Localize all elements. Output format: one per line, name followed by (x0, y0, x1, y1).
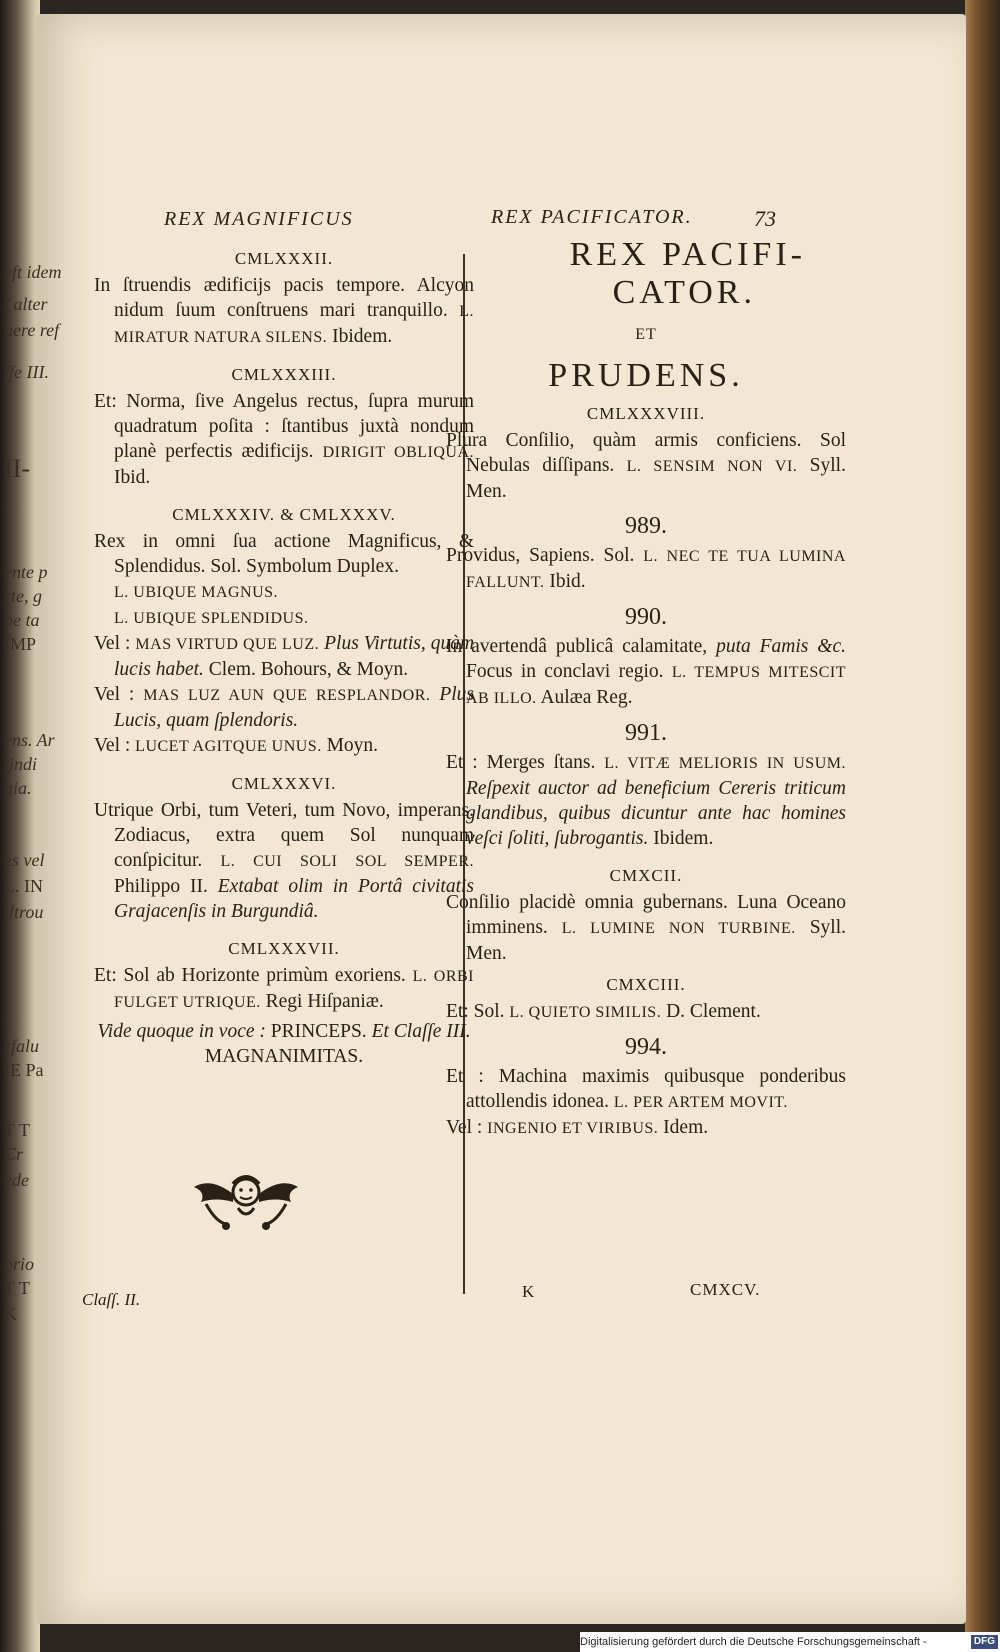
section-title-et: ET (635, 326, 657, 343)
entry-992: Conſilio placidè omnia gubernans. Luna Oceano imminens. L. LUMINE NON TURBINE. Syll. Men. (446, 892, 847, 964)
entry-984: Rex in omni ſua actione Magnificus, & Splendidus. Sol. Symbolum Duplex. L. UBIQUE MAGNUS. L. UBIQUE SPLENDIDUS. (94, 531, 474, 627)
entry-number: CMLXXXVII. (228, 939, 340, 958)
left-column (94, 240, 474, 1069)
margin-fragment: gia. (4, 778, 32, 798)
section-title-line3: PRUDENS. (548, 357, 744, 394)
entry-993: Et: Sol. L. QUIETO SIMILIS. D. Clement. (446, 1001, 761, 1022)
page-number: 73 (754, 206, 776, 231)
section-title-line1: REX PACIFI- (569, 236, 806, 273)
cross-reference: Vide quoque in voce : PRINCEPS. Et Claſſe III. MAGNANIMITAS. (97, 1021, 471, 1067)
entry-number: CMLXXXIV. & CMLXXXV. (172, 505, 396, 524)
entry-number: CMLXXXIII. (231, 365, 337, 384)
entry-983: Et: Norma, ſive Angelus rectus, ſupra murum quadratum poſita : ſtantibus juxtà nondum planè perfectis ædificijs. DIRIGIT OBLIQUA. Ibid. (94, 391, 474, 488)
margin-fragment: es vel (4, 850, 45, 870)
margin-fragment: II- (4, 454, 30, 483)
motto: L. UBIQUE SPLENDIDUS. (114, 610, 309, 627)
margin-fragment: t alter (4, 294, 48, 314)
entry-989: Providus, Sapiens. Sol. L. NEC TE TUA LUMINA FALLUNT. Ibid. (446, 545, 846, 592)
entry-number: CMXCII. (609, 866, 683, 885)
section-title-line2: CATOR. (612, 274, 756, 311)
entry-984-vel1: Vel : MAS VIRTUD QUE LUZ. Plus Virtutis, quàm lucis habet. Clem. Bohours, & Moyn. (94, 633, 475, 680)
margin-fragment: iltrou (4, 902, 44, 922)
entry-number: CMLXXXVIII. (586, 404, 706, 423)
entry-987: Et: Sol ab Horizonte primùm exoriens. L. ORBI FULGET UTRIQUE. Regi Hiſpaniæ. (94, 965, 474, 1012)
right-column (446, 236, 846, 1141)
entry-994: Et : Machina maximis quibusque ponderibus attollendis idonea. L. PER ARTEM MOVIT. (446, 1066, 846, 1112)
margin-fragment: IMP (4, 634, 37, 654)
entry-984-vel3: Vel : LUCET AGITQUE UNUS. Moyn. (94, 735, 379, 756)
entry-986: Utrique Orbi, tum Veteri, tum Novo, imperans. Zodiacus, extra quem Sol nunquam conſpicitur. L. CUI SOLI SOL SEMPER. Philippo II. Extabat olim in Portâ civitatis Grajacenſis in Burgundiâ. (94, 800, 475, 922)
right-page-edge (965, 0, 1000, 1652)
entry-982: In ſtruendis ædificijs pacis tempore. Alcyon nidum ſuum conſtruens mari tranquillo. L. MIRATUR NATURA SILENS. Ibidem. (94, 275, 475, 347)
signature-mark: K (522, 1282, 535, 1301)
dfg-logo: DFG (971, 1635, 998, 1649)
margin-fragment: rfalu (4, 1036, 40, 1056)
running-head-left: REX MAGNIFICUS (164, 208, 354, 230)
margin-fragment: K (4, 1304, 17, 1324)
margin-fragment: T T (4, 1278, 30, 1298)
entry-number: 994. (625, 1034, 667, 1060)
entry-990: In avertendâ publicâ calamitate, puta Famis &c. Focus in conclavi regio. L. TEMPUS MITESCIT AB ILLO. Aulæa Reg. (446, 636, 847, 708)
margin-fragment: orio (4, 1254, 35, 1274)
margin-fragments (2, 14, 62, 1624)
motto: L. PER ARTEM MOVIT. (613, 1094, 788, 1111)
margin-fragment: eft idem (4, 262, 62, 282)
motto: L. MIRATUR NATURA SILENS. (114, 303, 475, 346)
margin-fragment: Cr (4, 1144, 24, 1164)
margin-fragment: ens. Ar (4, 730, 55, 750)
entry-984-vel2: Vel : MAS LUZ AUN QUE RESPLANDOR. Plus Lucis, quam ſplendoris. (94, 684, 474, 731)
cherub-ornament (186, 1162, 306, 1242)
margin-fragment: T T (4, 1120, 30, 1140)
entry-number: CMLXXXVI. (231, 774, 337, 793)
motto: L. NEC TE TUA LUMINA FALLUNT. (466, 548, 846, 591)
motto: L. SENSIM NON VI. (626, 458, 798, 475)
catchword: CMXCV. (690, 1280, 761, 1299)
entry-991: Et : Merges ſtans. L. VITÆ MELIORIS IN USUM. Reſpexit auctor ad beneficium Cereris triticum glandibus, quibus dicuntur ante hac homines veſci ſoliti, ſubrogantis. Ibidem. (446, 752, 846, 849)
margin-fragment: L. IN (4, 876, 43, 896)
motto: L. TEMPUS MITESCIT AB ILLO. (466, 664, 847, 707)
margin-fragment: rte, g (4, 586, 42, 606)
margin-fragment: ffe III. (4, 362, 49, 382)
motto: DIRIGIT OBLIQUA. (322, 444, 474, 461)
motto: L. ORBI FULGET UTRIQUE. (114, 968, 474, 1011)
entry-number: 989. (625, 513, 667, 539)
entry-number: CMLXXXII. (234, 249, 334, 268)
digitization-credit-bar (580, 1632, 1000, 1652)
entry-988: Plura Conſilio, quàm armis conficiens. Sol Nebulas diſſipans. L. SENSIM NON VI. Syll. Men. (446, 430, 846, 502)
book-page (4, 14, 966, 1624)
footer-class-label: Claſſ. II. (82, 1290, 141, 1309)
entry-994-vel: Vel : INGENIO ET VIRIBUS. Idem. (446, 1117, 709, 1138)
entry-number: CMXCIII. (606, 975, 686, 994)
motto: INGENIO ET VIRIBUS. (487, 1120, 659, 1137)
motto: MAS LUZ AUN QUE RESPLANDOR. (143, 687, 431, 704)
motto: L. CUI SOLI SOL SEMPER. (220, 853, 475, 870)
margin-fragment: uere ref (4, 320, 60, 340)
entry-number: 991. (625, 720, 667, 746)
motto: MAS VIRTUD QUE LUZ. (135, 636, 320, 653)
margin-fragment: ente p (4, 562, 48, 582)
margin-fragment: tindi (4, 754, 38, 774)
motto: LUCET AGITQUE UNUS. (135, 738, 322, 755)
margin-fragment: IE Pa (4, 1060, 44, 1080)
motto: L. VITÆ MELIORIS IN USUM. (604, 755, 846, 772)
entry-number: 990. (625, 604, 667, 630)
digitization-credit: Digitalisierung gefördert durch die Deutsche Forschungsgemeinschaft - (580, 1636, 927, 1648)
margin-fragment: ede (4, 1170, 29, 1190)
margin-fragment: be ta (4, 610, 40, 630)
running-head-right: REX PACIFICATOR. (491, 206, 693, 228)
motto: L. UBIQUE MAGNUS. (114, 584, 279, 601)
motto: L. QUIETO SIMILIS. (509, 1004, 662, 1021)
motto: L. LUMINE NON TURBINE. (561, 920, 796, 937)
